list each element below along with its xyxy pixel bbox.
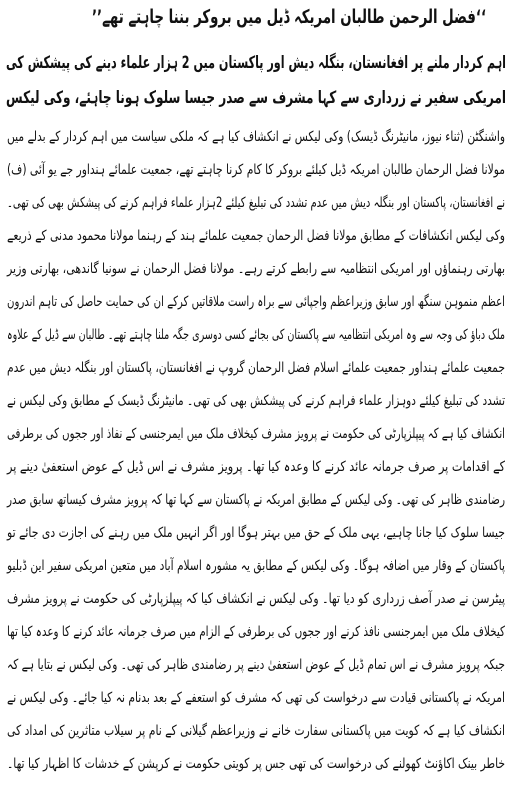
body-line: اعظم منموہن سنگھ اور سابق وزیراعظم واجپائی سے براہ راست ملاقاتیں کرکے ان کی حمایت حاصل کی تاہم اندرون	[7, 294, 505, 310]
body-line: نے افغانستان، پاکستان اور بنگلہ دیش میں عدم تشدد کی تبلیغ کیلئے 2ہزار علماء فراہم کرنے کی پیشکش بھی کی تھی۔	[7, 195, 505, 211]
body-line: مولانا فضل الرحمان طالبان امریکہ ڈیل کیلئے بروکر کا کام کرنا چاہتے تھے، جمعیت علمائے ہنداور جے یو آئی (ف)	[7, 162, 505, 178]
body-line: خاطر بینک اکاؤنٹ کھولنے کی درخواست کی تھی جس پر کویتی حکومت نے کرپشن کے خدشات کا اظہار کیا تھا۔	[7, 756, 505, 772]
body-line: وکی لیکس انکشافات کے مطابق مولانا فضل الرحمان جمعیت علمائے ہند کے رہنما مولانا محمود مدنی کے ذریعے	[6, 228, 505, 244]
body-line: جمعیت علمائے ہنداور جمعیت علمائے اسلام فضل الرحمان گروپ نے افغانستان، پاکستان اور بنگلہ دیش میں عدم	[7, 360, 506, 376]
body-line: بھارتی رہنماؤں اور امریکی انتظامیہ سے رابطے کرتے رہے۔ مولانا فضل الرحمان نے سونیا گاندھی، بھارتی وزیر	[7, 261, 505, 277]
body-line: کے اقدامات پر صرف جرمانہ عائد کرنے کا وعدہ کیا تھا۔ پرویز مشرف نے اس ڈیل کے عوض استعفیٰ دینے پر	[7, 459, 505, 475]
body-line: کیخلاف ملک میں ایمرجنسی نافذ کرنے اور ججوں کی برطرفی کے الزام میں صرف جرمانہ عائد کرنے کا وعدہ کیا تھا	[7, 624, 505, 640]
body-line: رضامندی ظاہر کی تھی۔ وکی لیکس کے مطابق امریکہ نے پاکستان سے کہا تھا کہ پرویز مشرف کیساتھ سابق صدر	[7, 492, 506, 508]
article-headline: ‘‘فضل الرحمن طالبان امریکہ ڈیل میں بروکر بننا چاہتے تھے’’	[92, 6, 487, 28]
article-subheadline-2: امریکی سفیر نے زرداری سے کہا مشرف سے صدر جیسا سلوک ہونا چاہئے، وکی لیکس	[6, 88, 506, 108]
body-line: جیسا سلوک کیا جانا چاہیے، یہی ملک کے حق میں بہتر ہوگا اور اگر انہیں ملک میں رہنے کی اجازت دی جائے تو	[7, 525, 505, 541]
body-line: واشنگٹن (ثناء نیوز، مانیٹرنگ ڈیسک) وکی لیکس نے انکشاف کیا ہے کہ ملکی سیاست میں اہم کردار کے بدلے میں	[7, 129, 505, 145]
body-line: ملک دباؤ کی وجہ سے وہ امریکی انتظامیہ سے پاکستان کی بجائے کسی دوسری جگہ ملنا چاہتے تھے۔ طالبان سے ڈیل کے علاوہ	[7, 327, 505, 343]
article-subheadline-1: اہم کردار ملنے پر افغانستان، بنگلہ دیش اور پاکستان میں 2 ہزار علماء دینے کی پیشکش کی	[6, 53, 506, 73]
body-line: جبکہ پرویز مشرف نے اس تمام ڈیل کے عوض استعفیٰ دینے پر رضامندی ظاہر کی تھی۔ وکی لیکس نے بتایا ہے کہ	[7, 657, 506, 673]
body-line: پاکستان کے وقار میں اضافہ ہوگا۔ وکی لیکس کے مطابق یہ مشورہ اسلام آباد میں متعین امریکی سفیر این ڈبلیو	[7, 558, 505, 574]
body-line: پیٹرسن نے صدر آصف زرداری کو دیا تھا۔ وکی لیکس نے انکشاف کیا کہ پیپلزپارٹی کی حکومت نے پرویز مشرف	[7, 591, 506, 607]
body-line: انکشاف کیا ہے کہ کویت میں پاکستانی سفارت خانے نے وزیراعظم گیلانی کے نام پر سیلاب متاثرین کی امداد کی	[7, 723, 505, 739]
body-line: انکشاف کیا ہے کہ پیپلزپارٹی کی حکومت نے پرویز مشرف کیخلاف ملک میں ایمرجنسی کے نفاذ اور ججوں کی برطرفی	[7, 426, 505, 442]
body-line: امریکہ نے پاکستانی قیادت سے درخواست کی تھی کہ مشرف کو استعفے کے بعد بدنام نہ کیا جائے۔ وکی لیکس نے	[7, 690, 506, 706]
article-body	[7, 121, 505, 781]
body-line: تشدد کی تبلیغ کیلئے دوہزار علماء فراہم کرنے کی پیشکش بھی کی تھی۔ مانیٹرنگ ڈیسک کے مطابق وکی لیکس نے	[7, 393, 505, 409]
